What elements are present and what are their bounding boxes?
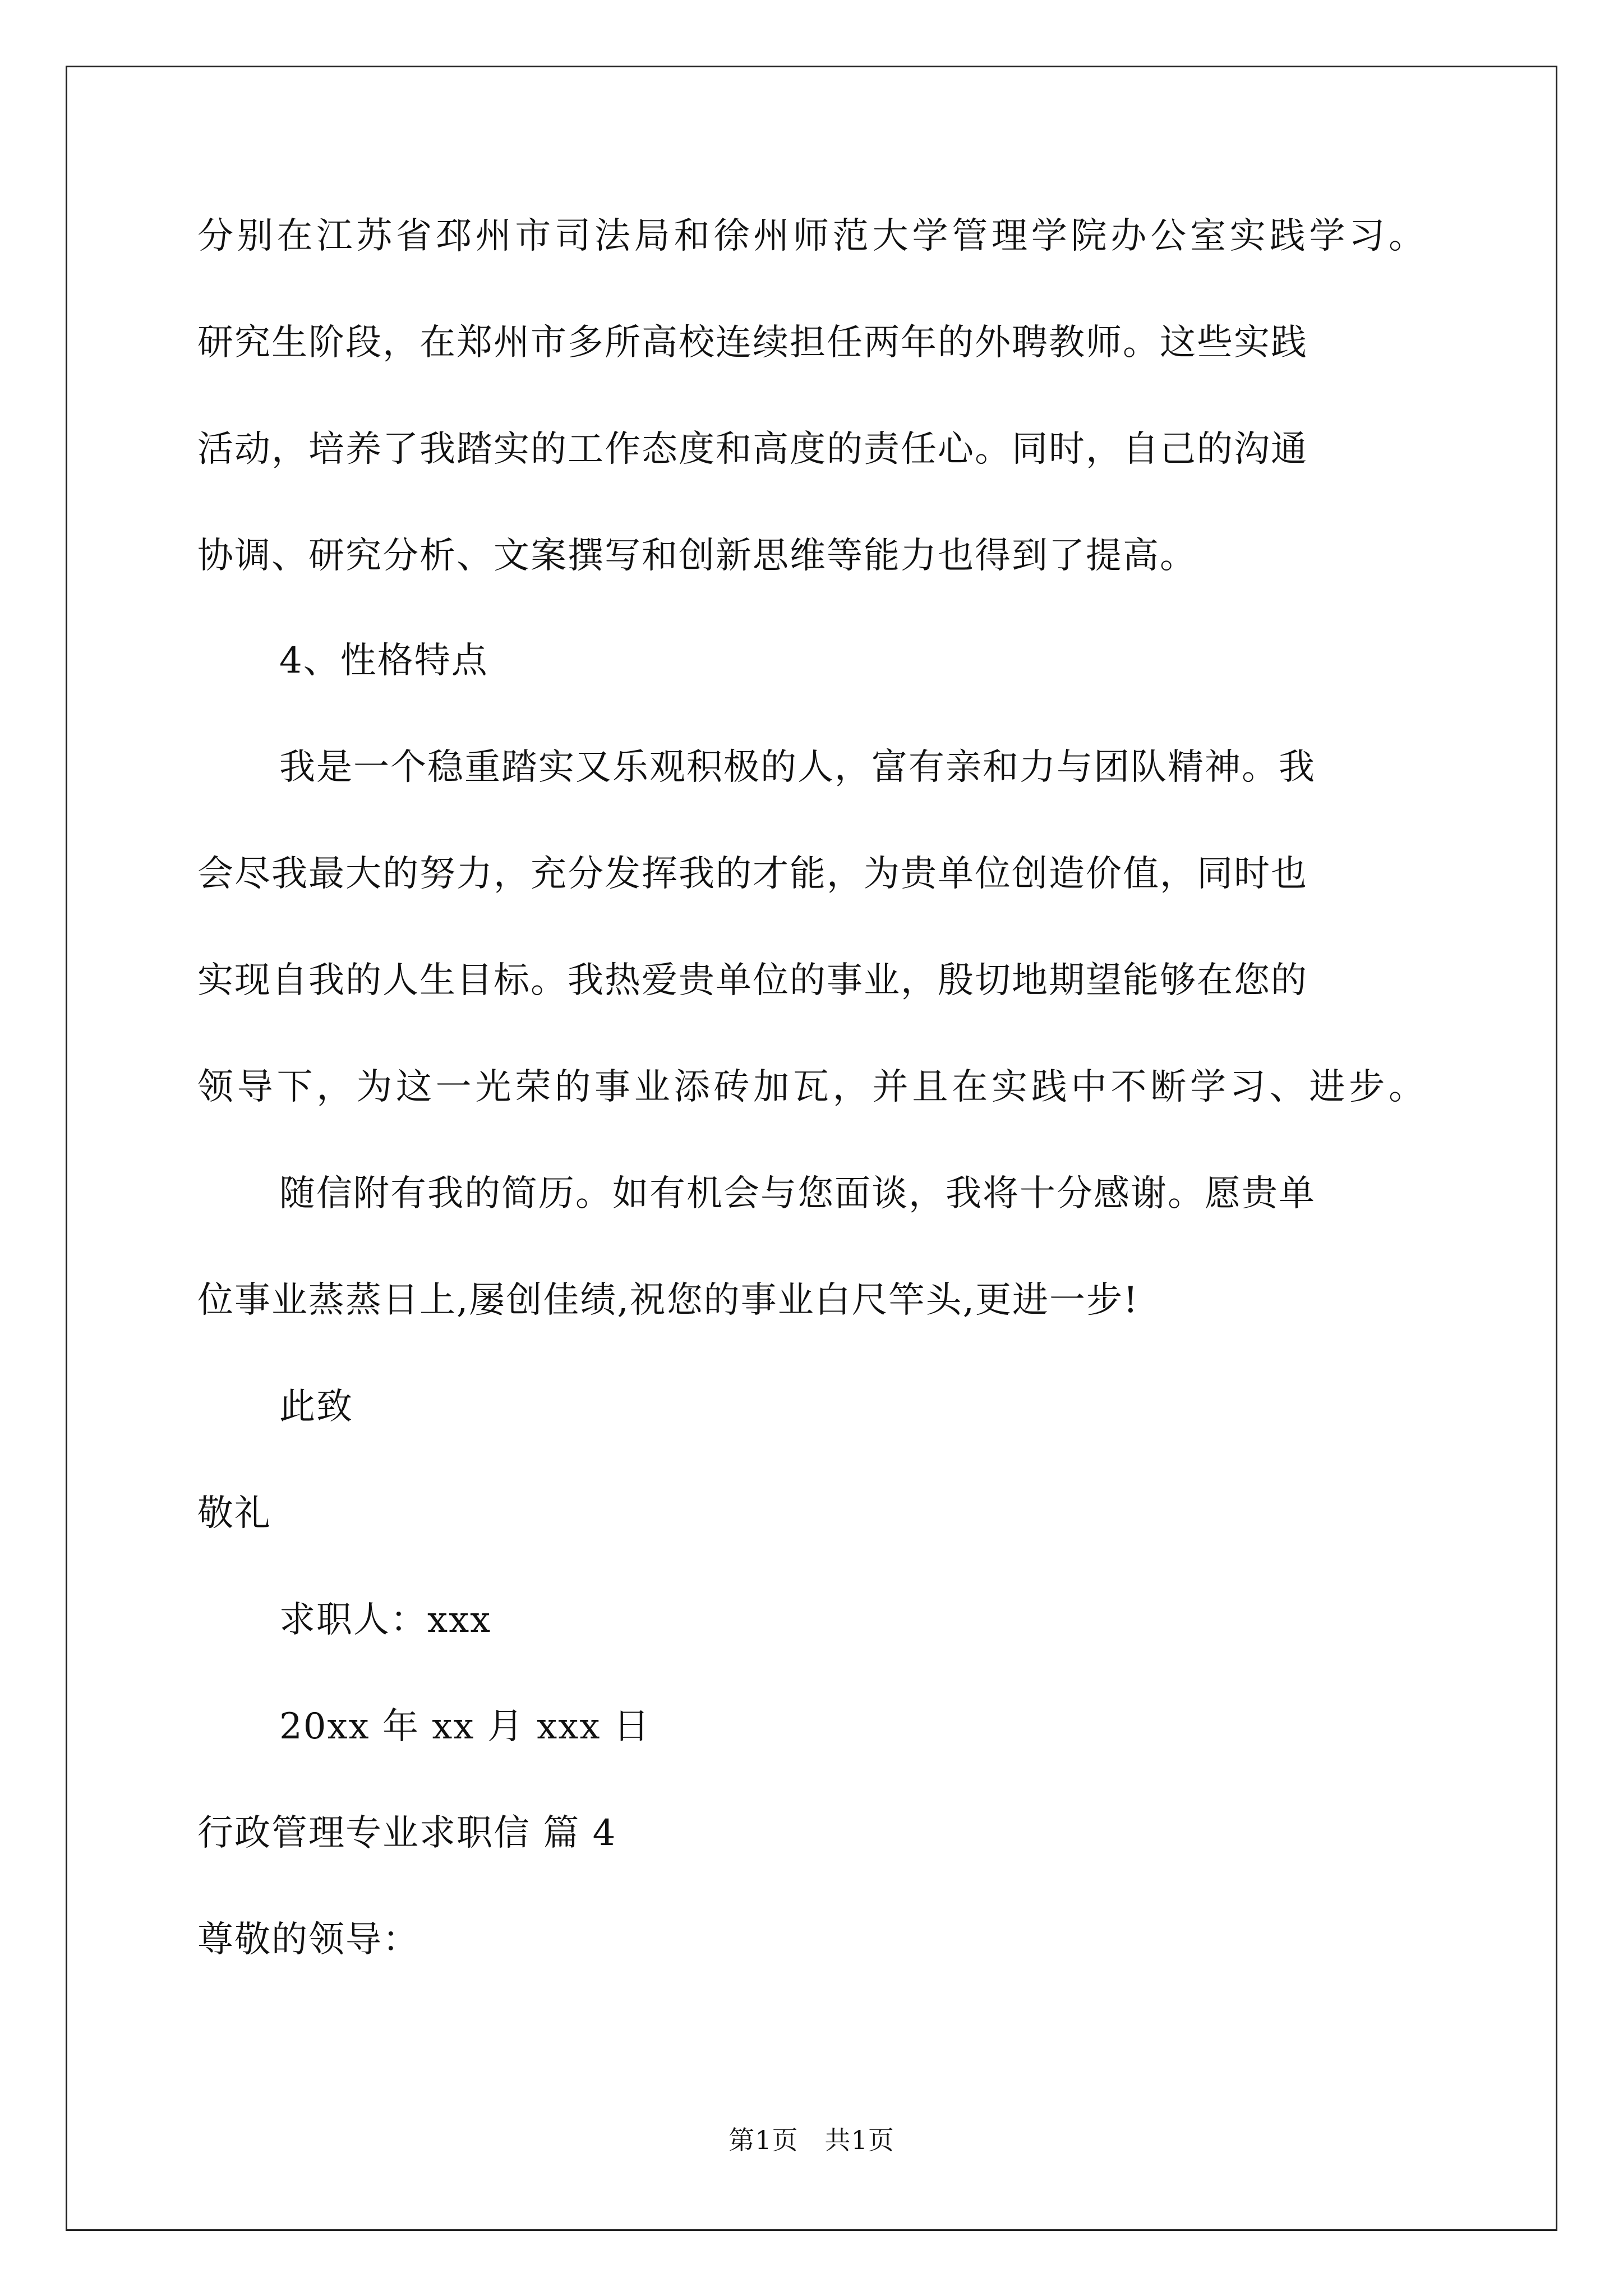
page-footer: 第1页 共1页 [728, 2125, 895, 2155]
letter-date: 20xx 年 xx 月 xxx 日 [279, 1706, 651, 1747]
body-text-line: 会尽我最大的努力，充分发挥我的才能，为贵单位创造价值，同时也 [197, 853, 1308, 895]
next-letter-title: 行政管理专业求职信 篇 4 [197, 1812, 617, 1854]
closing-salutation: 此致 [279, 1386, 353, 1428]
body-text-line: 活动，培养了我踏实的工作态度和高度的责任心。同时，自己的沟通 [197, 429, 1308, 470]
body-text-line: 随信附有我的简历。如有机会与您面谈，我将十分感谢。愿贵单 [279, 1173, 1316, 1214]
body-text-line: 分别在江苏省邳州市司法局和徐州师范大学管理学院办公室实践学习。 [197, 215, 1426, 257]
body-text-line: 研究生阶段，在郑州市多所高校连续担任两年的外聘教师。这些实践 [197, 322, 1308, 364]
body-text-line: 实现自我的人生目标。我热爱贵单位的事业，殷切地期望能够在您的 [197, 960, 1308, 1001]
applicant-signature: 求职人：xxx [279, 1599, 492, 1641]
closing-regards: 敬礼 [197, 1493, 271, 1534]
body-text-line: 领导下，为这一光荣的事业添砖加瓦，并且在实践中不断学习、进步。 [197, 1066, 1426, 1108]
greeting-line: 尊敬的领导： [197, 1919, 419, 1961]
section-heading: 4、性格特点 [279, 640, 488, 682]
body-text-line: 我是一个稳重踏实又乐观积极的人，富有亲和力与团队精神。我 [279, 747, 1316, 788]
body-text-line: 位事业蒸蒸日上,屡创佳绩,祝您的事业白尺竿头,更进一步! [197, 1280, 1139, 1321]
body-text-line: 协调、研究分析、文案撰写和创新思维等能力也得到了提高。 [197, 535, 1197, 577]
page-border [66, 66, 1557, 2231]
